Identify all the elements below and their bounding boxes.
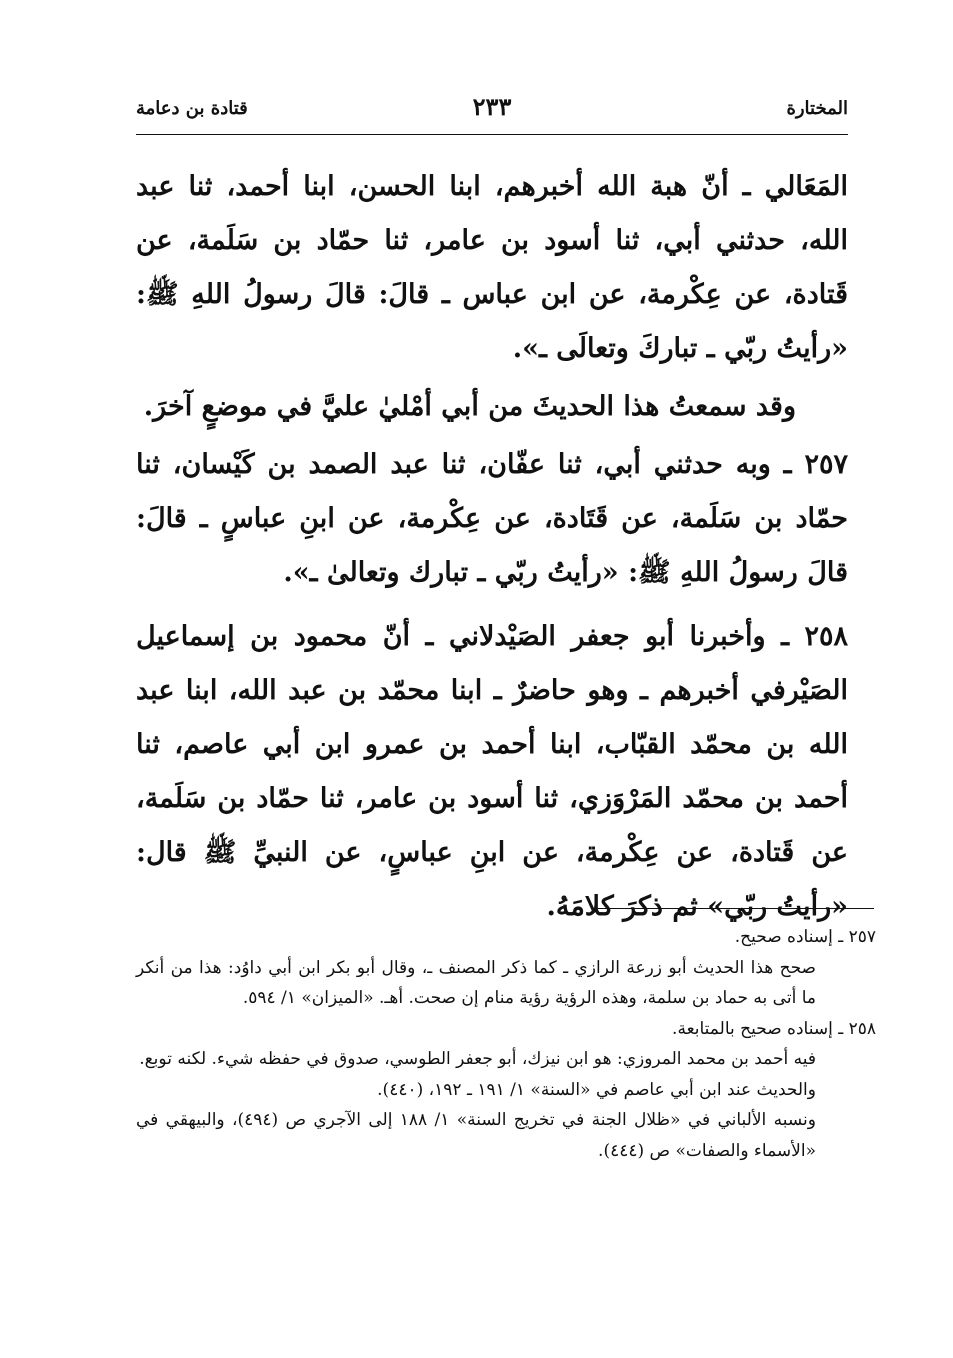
footnote-258-line: ونسبه الألباني في «ظلال الجنة في تخريج السنة» ١/ ١٨٨ إلى الآجري ص (٤٩٤)، والبيهقي في «الأسماء والصفات» ص (٤٤٤). [136,1110,816,1161]
hadith-text: ـ وأخبرنا أبو جعفر الصَيْدلاني ـ أنّ محمود بن إسماعيل الصَيْرفي أخبرهم ـ وهو حاضرٌ ـ ابنا محمّد بن عبد الله، ابنا عبد الله بن محمّد القبّاب، ابنا أحمد بن عمرو ابن أبي عاصم، ثنا أحمد بن محمّد المَرْوَزي، ثنا أسود بن عامر، ثنا حمّاد بن سَلَمة، عن قَتادة، عن عِكْرمة، عن ابنِ عباسٍ، عن النبيِّ ﷺ قال: «رأيتُ ربّي» ثم ذكرَ كلامَهُ. [136,621,848,922]
footnotes [136,922,876,1166]
footnote-258-line: فيه أحمد بن محمد المروزي: هو ابن نيزك، أبو جعفر الطوسي، صدوق في حفظه شيء. لكنه توبع. [139,1049,816,1069]
page-number: ٢٣٣ [472,92,512,121]
chapter-title: قتادة بن دعامة [136,98,248,119]
header-divider [136,134,848,135]
paragraph-note: وقد سمعتُ هذا الحديثَ من أبي أمْليٰ عليَّ في موضعٍ آخرَ. [143,391,796,422]
footnote-257-text: صحح هذا الحديث أبو زرعة الرازي ـ كما ذكر المصنف ـ، وقال أبو بكر ابن أبي داوُد: هذا من أنكر ما أتى به حماد بن سلمة، وهذه الرؤية رؤية منام إن صحت. أهـ. «الميزان» ١/ ٥٩٤. [136,957,816,1008]
footnote-258-heading: ٢٥٨ ـ إسناده صحيح بالمتابعة. [672,1018,876,1039]
hadith-number: ٢٥٧ [804,449,848,480]
main-text [136,160,848,934]
hadith-257 [136,438,848,600]
footnote-258-line: والحديث عند ابن أبي عاصم في «السنة» ١/ ١٩١ ـ ١٩٢، (٤٤٠). [377,1079,816,1100]
footnote-divider [598,908,874,909]
running-header [136,92,848,132]
paragraph-continuation: المَعَالي ـ أنّ هبة الله أخبرهم، ابنا الحسن، ابنا أحمد، ثنا عبد الله، حدثني أبي، ثنا أسود بن عامر، ثنا حمّاد بن سَلَمة، عن قَتادة، عن عِكْرمة، عن ابن عباس ـ قالَ: قالَ رسولُ اللهِ ﷺ: «رأيتُ ربّي ـ تباركَ وتعالَى ـ». [136,171,848,364]
hadith-258 [136,610,848,934]
hadith-number: ٢٥٨ [804,621,848,652]
book-title: المختارة [786,98,848,119]
footnote-257-heading: ٢٥٧ ـ إسناده صحيح. [734,927,876,947]
hadith-text: ـ وبه حدثني أبي، ثنا عفّان، ثنا عبد الصمد بن كَيْسان، ثنا حمّاد بن سَلَمة، عن قَتَادة، عن عِكْرمة، عن ابنِ عباسٍ ـ قالَ: قالَ رسولُ اللهِ ﷺ: «رأيتُ ربّي ـ تبارك وتعالىٰ ـ». [136,449,848,588]
